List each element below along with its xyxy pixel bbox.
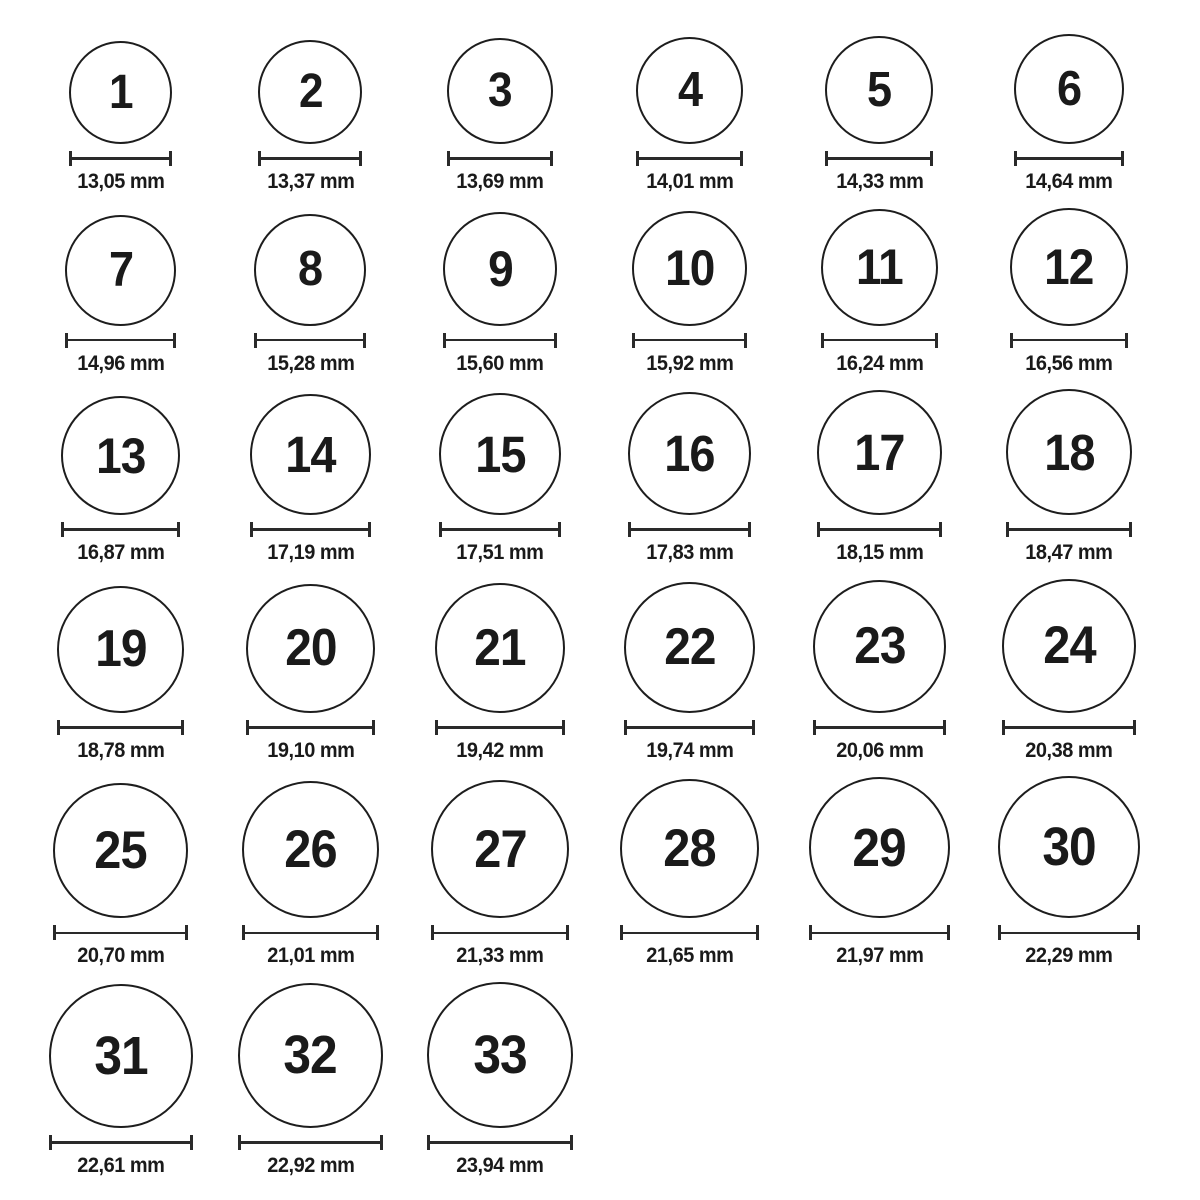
ring-circle [628, 392, 751, 515]
ring-circle [1014, 34, 1124, 144]
diameter-label: 14,64 mm [1025, 170, 1113, 193]
ring-size-item [26, 984, 216, 1178]
measure-bar [253, 528, 368, 531]
measure-bar [639, 157, 740, 160]
diameter-measure-line [258, 151, 362, 166]
measure-bar [52, 1141, 190, 1144]
diameter-label: 22,92 mm [266, 1153, 355, 1177]
ring-size-number: 25 [94, 821, 148, 881]
ring-size-number: 27 [473, 819, 527, 879]
ring-size-number: 26 [284, 820, 337, 880]
ring-size-number: 14 [285, 426, 336, 484]
diameter-measure-line [238, 1135, 383, 1150]
chart-row [26, 34, 1164, 194]
measure-bar [635, 339, 744, 342]
ring-circle [1006, 389, 1132, 515]
ring-size-number: 23 [853, 617, 906, 676]
diameter-label: 16,87 mm [77, 541, 165, 565]
diameter-label: 22,29 mm [1025, 944, 1113, 968]
ring-circle [809, 777, 950, 918]
ring-size-number: 6 [1057, 61, 1082, 116]
diameter-label: 15,92 mm [646, 351, 734, 375]
ring-circle [447, 38, 553, 144]
diameter-label: 17,83 mm [646, 541, 734, 565]
measure-bar [824, 339, 935, 342]
measure-bar [438, 726, 562, 729]
chart-row [26, 982, 1164, 1178]
measure-bar [442, 528, 558, 531]
diameter-label: 19,74 mm [646, 738, 734, 762]
ring-circle [242, 781, 379, 918]
ring-circle [632, 211, 747, 326]
diameter-label: 20,70 mm [77, 944, 165, 968]
ring-size-item [405, 583, 595, 763]
diameter-measure-line [620, 925, 759, 940]
ring-size-item [595, 211, 785, 376]
ring-circle [57, 586, 184, 713]
ring-size-item [26, 41, 216, 194]
ring-size-item [26, 396, 216, 565]
chart-row [26, 776, 1164, 968]
diameter-label: 14,33 mm [835, 170, 924, 193]
measure-bar [450, 157, 550, 160]
measure-bar [430, 1141, 570, 1144]
diameter-label: 13,05 mm [77, 170, 165, 193]
measure-bar [56, 932, 185, 935]
ring-circle [53, 783, 188, 918]
diameter-label: 20,06 mm [835, 738, 924, 762]
diameter-label: 21,97 mm [835, 944, 924, 968]
diameter-label: 13,37 mm [266, 170, 355, 193]
ring-size-number: 16 [664, 425, 715, 483]
ring-circle [821, 209, 938, 326]
diameter-measure-line [1014, 151, 1124, 166]
ring-circle [61, 396, 180, 515]
ring-size-number: 20 [284, 619, 337, 678]
diameter-label: 23,94 mm [456, 1153, 544, 1177]
diameter-measure-line [427, 1135, 573, 1150]
ring-circle [431, 780, 569, 918]
ring-circle [1010, 208, 1128, 326]
ring-size-item [595, 392, 785, 565]
ring-size-item [595, 582, 785, 763]
ring-circle [238, 983, 383, 1128]
diameter-label: 18,47 mm [1025, 541, 1113, 565]
diameter-label: 18,78 mm [77, 738, 165, 762]
ring-circle [65, 215, 176, 326]
measure-bar [812, 932, 947, 935]
ring-size-item [405, 780, 595, 968]
measure-bar [820, 528, 939, 531]
measure-bar [60, 726, 181, 729]
diameter-measure-line [49, 1135, 193, 1150]
ring-size-item [974, 208, 1164, 376]
ring-circle [435, 583, 565, 713]
measure-bar [249, 726, 372, 729]
chart-row [26, 389, 1164, 565]
diameter-label: 16,56 mm [1025, 351, 1113, 375]
ring-size-number: 2 [298, 65, 323, 118]
ring-size-number: 13 [96, 427, 146, 484]
ring-size-item [785, 580, 975, 763]
ring-size-item [974, 34, 1164, 194]
diameter-label: 20,38 mm [1025, 738, 1113, 762]
diameter-label: 19,42 mm [456, 738, 544, 762]
diameter-label: 22,61 mm [77, 1153, 165, 1177]
diameter-measure-line [1006, 522, 1132, 537]
diameter-measure-line [254, 333, 366, 348]
measure-bar [68, 339, 173, 342]
diameter-measure-line [57, 720, 184, 735]
measure-bar [623, 932, 756, 935]
measure-bar [72, 157, 169, 160]
diameter-measure-line [65, 333, 176, 348]
measure-bar [434, 932, 566, 935]
diameter-label: 14,01 mm [646, 170, 734, 193]
chart-row [26, 579, 1164, 763]
diameter-measure-line [246, 720, 375, 735]
ring-circle [817, 390, 942, 515]
diameter-measure-line [1010, 333, 1128, 348]
diameter-measure-line [809, 925, 950, 940]
ring-circle [636, 37, 743, 144]
ring-size-item [405, 38, 595, 194]
chart-row [26, 208, 1164, 376]
diameter-measure-line [431, 925, 569, 940]
ring-size-number: 31 [94, 1025, 148, 1086]
ring-size-item [785, 777, 975, 968]
diameter-label: 15,28 mm [266, 351, 355, 375]
ring-size-number: 22 [664, 618, 716, 677]
diameter-measure-line [1002, 720, 1136, 735]
ring-size-item [216, 983, 406, 1178]
ring-size-item [26, 783, 216, 968]
ring-size-item [785, 390, 975, 565]
measure-bar [1013, 339, 1125, 342]
diameter-measure-line [632, 333, 747, 348]
ring-circle [1002, 579, 1136, 713]
ring-size-number: 32 [283, 1025, 338, 1086]
diameter-measure-line [61, 522, 180, 537]
diameter-measure-line [242, 925, 379, 940]
diameter-label: 19,10 mm [266, 738, 355, 762]
ring-size-number: 12 [1044, 238, 1094, 295]
measure-bar [631, 528, 748, 531]
ring-circle [258, 40, 362, 144]
ring-size-number: 8 [298, 242, 323, 297]
measure-bar [816, 726, 943, 729]
ring-circle [624, 582, 755, 713]
measure-bar [1005, 726, 1133, 729]
ring-size-item [405, 393, 595, 565]
diameter-measure-line [636, 151, 743, 166]
ring-size-item [785, 36, 975, 194]
ring-circle [439, 393, 561, 515]
ring-size-item [405, 212, 595, 376]
diameter-label: 21,65 mm [646, 944, 734, 968]
measure-bar [1017, 157, 1121, 160]
diameter-label: 21,01 mm [266, 944, 355, 968]
ring-size-number: 21 [474, 618, 526, 677]
ring-size-item [216, 394, 406, 565]
diameter-measure-line [821, 333, 938, 348]
ring-size-number: 9 [487, 240, 513, 297]
ring-size-number: 29 [852, 817, 907, 878]
ring-size-number: 30 [1042, 817, 1096, 878]
diameter-measure-line [813, 720, 946, 735]
ring-size-number: 1 [108, 65, 133, 119]
ring-size-item [974, 776, 1164, 968]
ring-circle [427, 982, 573, 1128]
ring-circle [246, 584, 375, 713]
diameter-measure-line [439, 522, 561, 537]
measure-bar [257, 339, 363, 342]
ring-size-item [595, 37, 785, 194]
ring-circle [825, 36, 933, 144]
ring-size-item [216, 40, 406, 194]
ring-size-number: 11 [856, 239, 903, 296]
ring-size-item [216, 214, 406, 376]
ring-circle [620, 779, 759, 918]
diameter-label: 21,33 mm [456, 944, 544, 968]
diameter-label: 16,24 mm [835, 351, 924, 375]
diameter-label: 17,19 mm [266, 541, 355, 565]
ring-size-number: 18 [1043, 423, 1095, 481]
ring-circle [443, 212, 557, 326]
ring-size-number: 15 [474, 425, 526, 483]
diameter-measure-line [435, 720, 565, 735]
measure-bar [64, 528, 177, 531]
ring-circle [813, 580, 946, 713]
diameter-measure-line [628, 522, 751, 537]
diameter-measure-line [998, 925, 1140, 940]
measure-bar [241, 1141, 380, 1144]
diameter-measure-line [825, 151, 933, 166]
ring-size-number: 3 [488, 64, 512, 117]
diameter-label: 17,51 mm [456, 541, 544, 565]
ring-size-item [974, 579, 1164, 763]
ring-size-number: 19 [95, 620, 147, 679]
diameter-measure-line [250, 522, 371, 537]
measure-bar [1009, 528, 1129, 531]
diameter-label: 13,69 mm [456, 170, 544, 193]
ring-size-item [785, 209, 975, 376]
ring-size-item [216, 781, 406, 968]
ring-size-number: 33 [473, 1024, 527, 1085]
ring-circle [69, 41, 172, 144]
ring-size-number: 5 [867, 62, 892, 117]
ring-circle [49, 984, 193, 1128]
ring-size-number: 7 [108, 242, 133, 297]
diameter-measure-line [69, 151, 172, 166]
ring-size-number: 24 [1042, 616, 1096, 676]
ring-size-item [216, 584, 406, 763]
ring-size-item [974, 389, 1164, 565]
diameter-label: 18,15 mm [835, 541, 924, 565]
diameter-measure-line [624, 720, 755, 735]
ring-size-item [405, 982, 595, 1178]
ring-circle [250, 394, 371, 515]
ring-size-item [26, 586, 216, 763]
diameter-measure-line [443, 333, 557, 348]
measure-bar [245, 932, 376, 935]
ring-circle [254, 214, 366, 326]
ring-size-number: 28 [663, 819, 716, 879]
ring-size-number: 10 [665, 240, 715, 297]
diameter-label: 15,60 mm [456, 351, 544, 375]
measure-bar [828, 157, 930, 160]
ring-size-number: 4 [677, 63, 702, 117]
measure-bar [1001, 932, 1137, 935]
diameter-measure-line [53, 925, 188, 940]
ring-size-number: 17 [854, 424, 905, 482]
diameter-measure-line [817, 522, 942, 537]
ring-size-item [26, 215, 216, 376]
diameter-label: 14,96 mm [77, 351, 165, 375]
diameter-measure-line [447, 151, 553, 166]
measure-bar [627, 726, 752, 729]
measure-bar [446, 339, 554, 342]
ring-circle [998, 776, 1140, 918]
measure-bar [261, 157, 359, 160]
ring-size-item [595, 779, 785, 968]
